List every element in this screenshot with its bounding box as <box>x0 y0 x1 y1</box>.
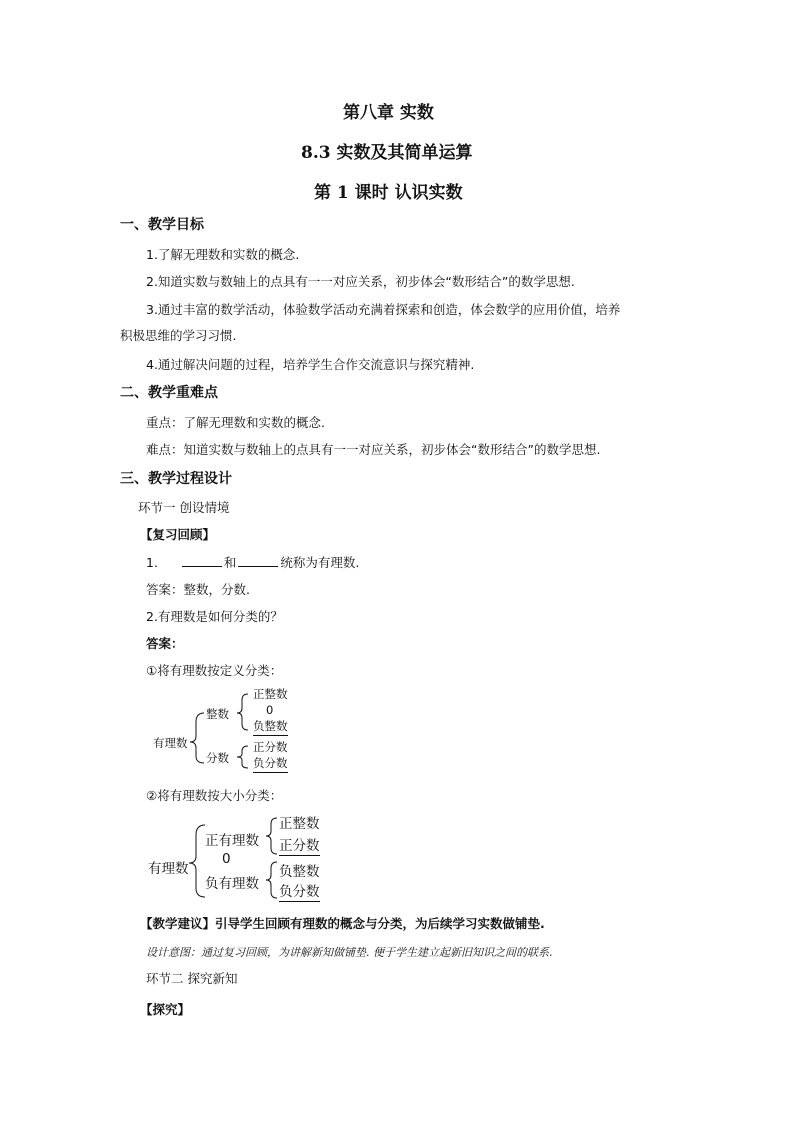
tree1-integer: 整数 <box>206 707 229 721</box>
tree2-negative-fraction: 负分数 <box>279 880 320 902</box>
key-point: 重点：了解无理数和实数的概念. <box>146 415 325 430</box>
tree1-root: 有理数 <box>153 736 188 750</box>
tree2-zero: 0 <box>222 851 231 867</box>
tree2-positive-brace <box>266 818 277 854</box>
goals-heading: 一、教学目标 <box>120 217 204 233</box>
suggestion-text: 引导学生回顾有理数的概念与分类，为后续学习实数做铺垫. <box>215 916 545 931</box>
explore-tag: 【探究】 <box>140 1002 191 1017</box>
question-1-tail: 统称为有理数. <box>280 555 360 570</box>
tree2-negative-brace <box>266 862 277 898</box>
tree1-negative-fraction: 负分数 <box>253 755 288 773</box>
process-heading: 三、教学过程设计 <box>120 471 232 487</box>
review-tag: 【复习回顾】 <box>140 527 216 542</box>
tree1-fraction: 分数 <box>206 751 229 765</box>
tree1-zero: 0 <box>266 703 274 717</box>
question-1-and: 和 <box>223 555 237 570</box>
goal-item-1: 1.了解无理数和实数的概念. <box>146 247 300 262</box>
tree1-positive-integer: 正整数 <box>253 687 288 701</box>
tree1-negative-integer: 负整数 <box>253 718 288 736</box>
tree2-positive-rational: 正有理数 <box>205 833 259 849</box>
tree1-positive-fraction: 正分数 <box>253 740 288 754</box>
section-title: 8.3 实数及其简单运算 <box>301 143 473 163</box>
difficult-point: 难点：知道实数与数轴上的点具有一一对应关系，初步体会“数形结合”的数学思想. <box>146 442 601 457</box>
teaching-suggestion <box>140 914 545 932</box>
step2-title: 环节二 探究新知 <box>146 971 238 986</box>
keypoints-heading: 二、教学重难点 <box>120 385 218 401</box>
goal-item-3: 3.通过丰富的数学活动，体验数学活动充满着探索和创造，体会数学的应用价值，培养 <box>146 302 621 317</box>
classify-by-definition: ①将有理数按定义分类： <box>146 663 283 678</box>
tree1-main-brace <box>190 713 204 763</box>
tree2-main-brace <box>189 825 205 897</box>
tree2-positive-integer: 正整数 <box>279 816 320 832</box>
suggestion-tag: 【教学建议】 <box>140 916 216 931</box>
answer-2-label: 答案： <box>146 636 184 651</box>
question-1-number: 1. <box>146 555 158 570</box>
tree2-negative-integer: 负整数 <box>279 864 320 880</box>
tree2-root: 有理数 <box>148 861 189 877</box>
tree1-integer-brace <box>237 694 248 730</box>
classify-by-size: ②将有理数按大小分类： <box>146 788 283 803</box>
design-intent: 设计意图：通过复习回顾，为讲解新知做铺垫. 便于学生建立起新旧知识之间的联系. <box>146 946 553 959</box>
goal-item-2: 2.知道实数与数轴上的点具有一一对应关系，初步体会“数形结合”的数学思想. <box>146 274 575 289</box>
tree1-fraction-brace <box>237 746 248 768</box>
goal-item-4: 4.通过解决问题的过程，培养学生合作交流意识与探究精神. <box>146 357 475 372</box>
question-2: 2.有理数是如何分类的？ <box>146 609 283 624</box>
step1-title: 环节一 创设情境 <box>138 500 230 515</box>
tree2-negative-rational: 负有理数 <box>205 876 259 892</box>
chapter-title: 第八章 实数 <box>343 103 434 123</box>
goal-item-3-cont: 积极思维的学习习惯. <box>120 328 237 343</box>
answer-1: 答案：整数，分数. <box>146 582 250 597</box>
lesson-title: 第 1 课时 认识实数 <box>314 183 463 203</box>
tree2-positive-fraction: 正分数 <box>279 834 320 856</box>
